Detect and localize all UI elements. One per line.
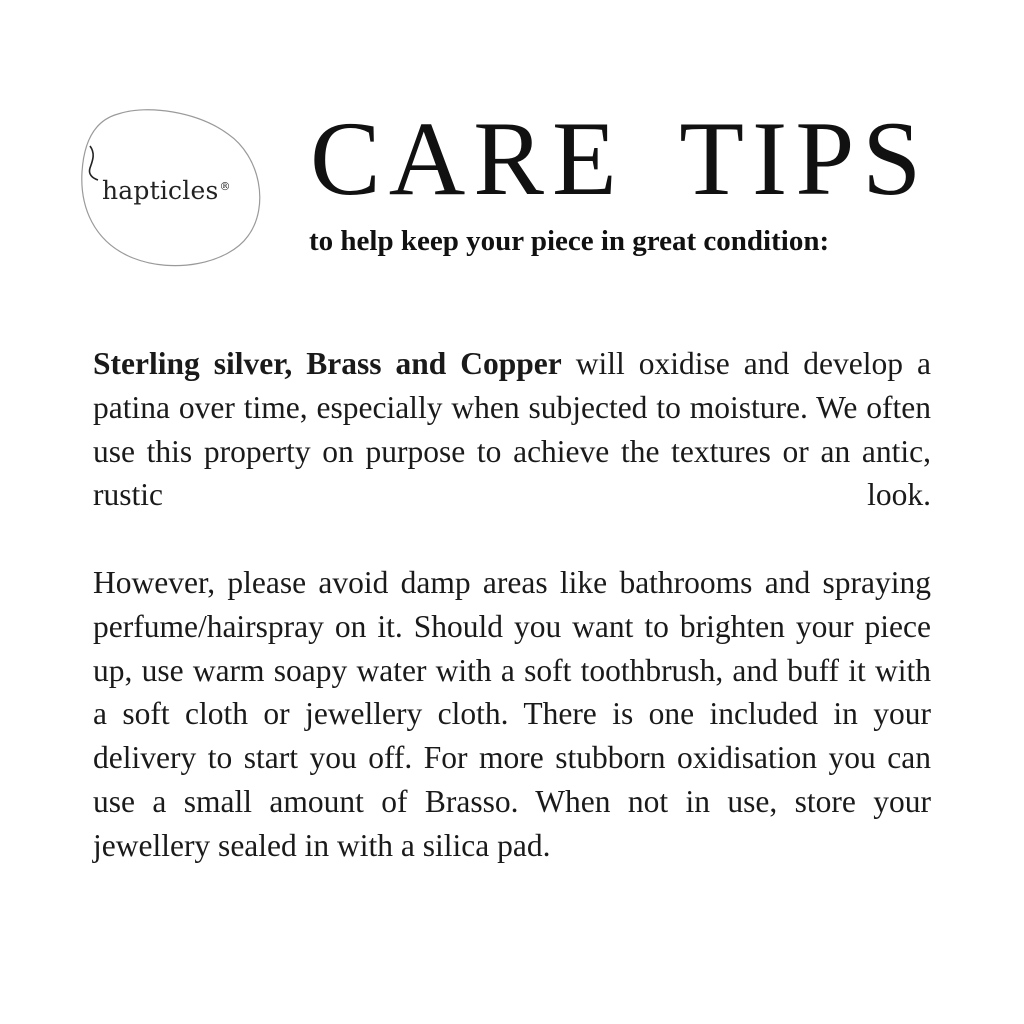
logo-wordmark: hapticles® (102, 176, 231, 205)
care-paragraph-cleaning: However, please avoid damp areas like bathrooms and spraying perfume/hairspray on it. Should you want to brighten your piece up, use warm soapy water with a soft toothbrush, and buff it with a soft cloth or jewellery cloth. There is one included in your delivery to start you off. For more stubborn oxidisation you can use a small amount of Brasso. When not in use, store your jewellery sealed in with a silica pad. (93, 565, 931, 863)
page-subtitle: to help keep your piece in great condition: (309, 225, 830, 257)
page-title: CARE TIPS (310, 100, 930, 217)
metals-lead: Sterling silver, Brass and Copper (93, 346, 562, 381)
registered-mark: ® (219, 179, 231, 193)
care-paragraph-oxidation (93, 342, 931, 517)
brand-logo (78, 106, 268, 271)
oxidation-text: will oxidise and develop a patina over time, especially when subjected to moisture. We often use this property on purpose to achieve the textures or an antic, rustic look. (93, 346, 931, 513)
